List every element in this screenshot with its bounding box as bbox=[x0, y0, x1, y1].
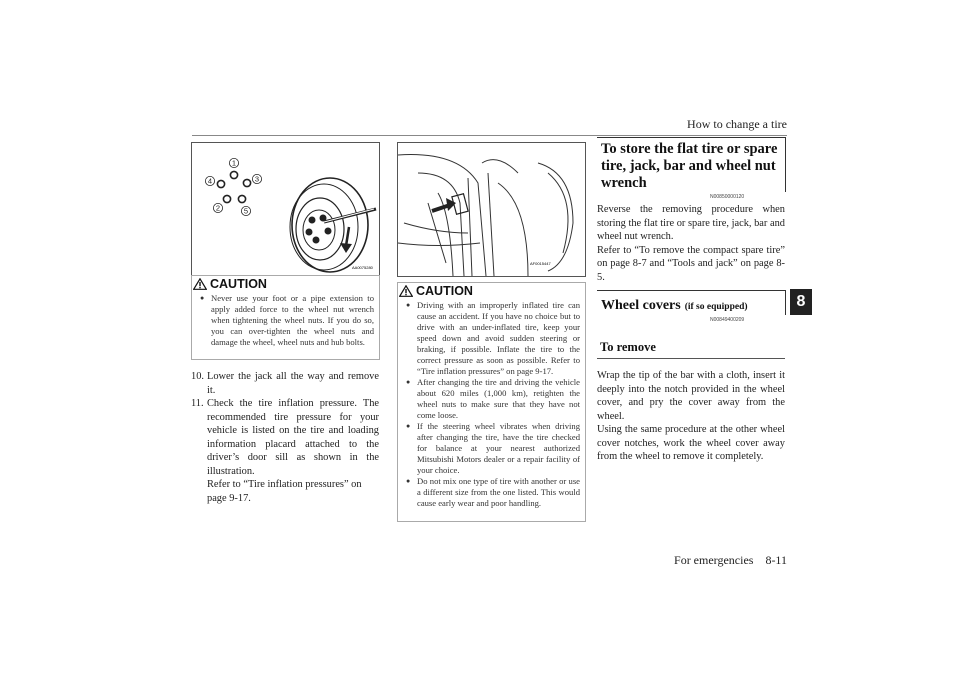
wheel-covers-title: Wheel covers bbox=[601, 298, 681, 313]
step-text: Check the tire inflation pressure. The recommended tire pressure for your vehicle is listed on the tire and loading information placard attached to the driver’s door sill as shown in the illustration. bbox=[207, 398, 379, 477]
chapter-tab[interactable]: 8 bbox=[790, 289, 812, 315]
caution-heading bbox=[192, 276, 379, 291]
caution-item: ● After changing the tire and driving the vehicle about 620 miles (1,000 km), retighten the wheel nuts to make sure that they have not come loose. bbox=[404, 377, 580, 421]
step-10 bbox=[191, 370, 379, 397]
wheel-cover-paragraph: Using the same procedure at the other wheel cover notches, work the wheel cover away from the wheel to remove it completely. bbox=[597, 424, 785, 462]
caution-list bbox=[198, 293, 374, 348]
step-reference: Refer to “Tire inflation pressures” on page 9-17. bbox=[207, 479, 362, 504]
store-section-body bbox=[597, 203, 785, 284]
caution-item: ● Do not mix one type of tire with another or use a different size from the one listed. This would cause early wear and poor handling. bbox=[404, 476, 580, 509]
caution-title: CAUTION bbox=[210, 277, 267, 291]
store-section-heading-box bbox=[597, 137, 786, 192]
caution-box-wheel-nuts bbox=[191, 275, 380, 360]
caution-item: ● If the steering wheel vibrates when driving after changing the tire, have the tire checked for balance at your nearest authorized Mitsubishi Motors dealer or a repair facility of your choice. bbox=[404, 421, 580, 476]
wheel-nut-tightening-figure bbox=[191, 142, 380, 277]
step-text: Lower the jack all the way and remove it. bbox=[207, 371, 379, 396]
step-number: 10. bbox=[191, 371, 204, 382]
footer-page-number: 8-11 bbox=[765, 553, 787, 567]
figure-code: AF0015447 bbox=[530, 261, 551, 266]
wheel-nut-diagram bbox=[192, 143, 379, 276]
caution-item: ● Never use your foot or a pipe extension to apply added force to the wheel nut wrench when tightening the wheel nuts. If you do so, you can over-tighten the wheel nuts and damage the wheel, wheel nuts and hub bolts. bbox=[198, 293, 374, 348]
page-footer bbox=[674, 553, 787, 568]
header-rule bbox=[192, 135, 787, 136]
door-sill-placard-figure bbox=[397, 142, 586, 277]
store-paragraph: Reverse the removing procedure when storing the flat tire or spare tire, jack, bar and wheel nut wrench. bbox=[597, 204, 785, 242]
wheel-cover-paragraph: Wrap the tip of the bar with a cloth, insert it deeply into the notch provided in the wheel cover, and pry the cover away from the wheel. bbox=[597, 370, 785, 422]
step-11 bbox=[191, 397, 379, 505]
wheel-covers-body bbox=[597, 369, 785, 464]
store-paragraph: Refer to “To remove the compact spare tire” on page 8-7 and “Tools and jack” on page 8-5. bbox=[597, 244, 785, 283]
caution-heading bbox=[398, 283, 585, 298]
figure-code: AA0075280 bbox=[352, 265, 373, 270]
store-section-code: N00850000120 bbox=[710, 194, 745, 200]
caution-item: ● Driving with an improperly inflated tire can cause an accident. If you have no choice but to drive with an under-inflated tire, keep your speed down and avoid sudden steering or braking, if possible. Inflate the tire to the correct pressure as soon as possible. Refer to “Tire inflation pressures” on page 9-17. bbox=[404, 300, 580, 377]
door-sill-diagram bbox=[398, 143, 585, 276]
step-number: 11. bbox=[191, 398, 204, 409]
footer-section: For emergencies bbox=[674, 553, 754, 567]
marker-2: 2 bbox=[215, 203, 221, 213]
marker-5: 5 bbox=[243, 206, 249, 216]
marker-3: 3 bbox=[254, 174, 260, 184]
marker-1: 1 bbox=[231, 158, 237, 168]
to-remove-subhead: To remove bbox=[600, 340, 656, 354]
store-section-title: To store the flat tire or spare tire, jack, bar and wheel nut wrench bbox=[601, 141, 778, 191]
warning-triangle-icon bbox=[193, 278, 207, 290]
wheel-covers-code: N00849400209 bbox=[710, 317, 745, 323]
caution-list bbox=[404, 300, 580, 509]
steps-list bbox=[191, 370, 379, 505]
wheel-covers-heading bbox=[597, 291, 785, 314]
wheel-covers-qualifier: (if so equipped) bbox=[684, 302, 748, 312]
marker-4: 4 bbox=[207, 176, 213, 186]
page-header-title: How to change a tire bbox=[687, 117, 787, 131]
caution-box-tire-pressure bbox=[397, 282, 586, 522]
subhead-rule bbox=[597, 358, 785, 359]
wheel-covers-heading-box bbox=[597, 290, 786, 315]
caution-title: CAUTION bbox=[416, 284, 473, 298]
warning-triangle-icon bbox=[399, 285, 413, 297]
